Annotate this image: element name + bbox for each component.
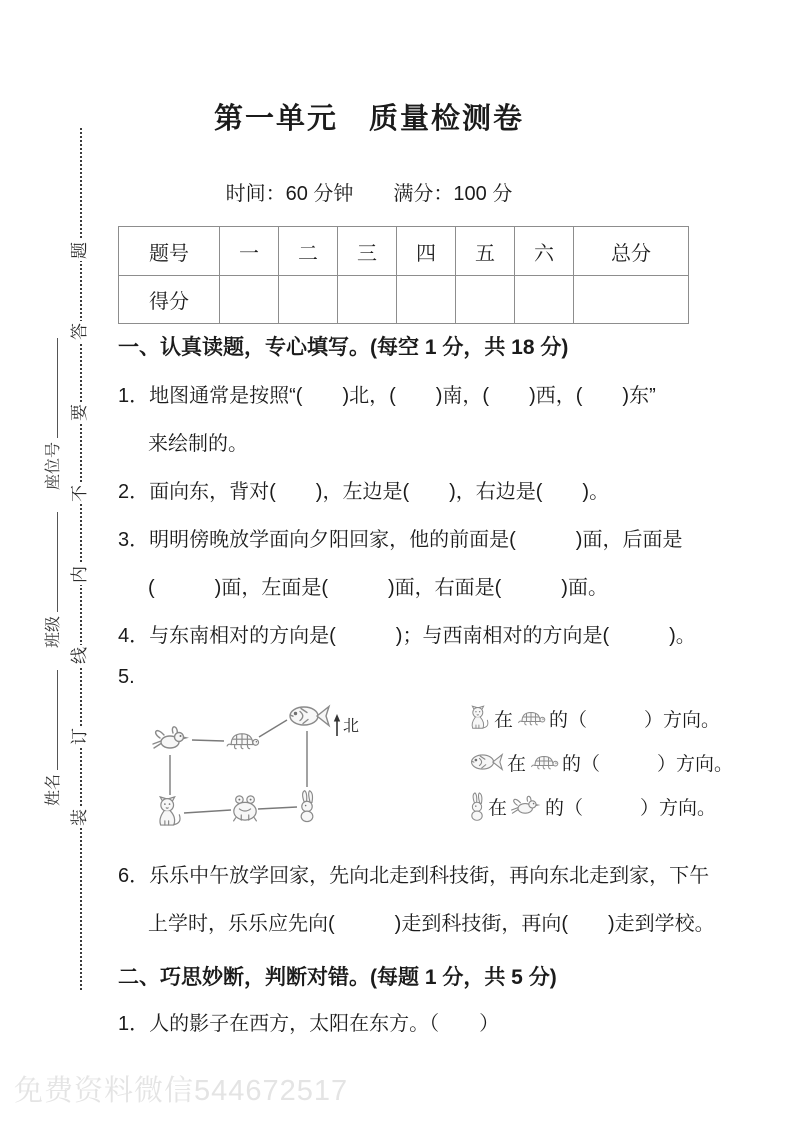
q5-statement-2	[466, 740, 733, 784]
score-header-cell: 四	[397, 227, 456, 276]
binding-text	[69, 210, 91, 858]
statement-text: 在	[507, 753, 527, 775]
question-2: 2．面向东，背对( )，左边是( )，右边是( )。	[118, 481, 610, 503]
question-6-line-2: 上学时，乐乐应先向( )走到科技街，再向( )走到学校。	[148, 913, 715, 935]
class-label: 班级	[45, 615, 62, 648]
question-3-line-1: 3．明明傍晚放学面向夕阳回家，他的前面是( )面，后面是	[118, 529, 683, 551]
score-cell	[338, 276, 397, 324]
question-5-body	[118, 694, 746, 842]
name-label: 姓名	[45, 773, 62, 806]
frog-icon	[234, 796, 257, 821]
turtle-icon	[516, 709, 546, 728]
binding-char: 答	[70, 323, 89, 340]
score-row-label: 得分	[119, 276, 220, 324]
statement-text: 的（ ）方向。	[562, 753, 734, 775]
name-blank-line	[40, 670, 58, 770]
seat-blank-line	[40, 338, 58, 438]
fish-icon	[290, 707, 329, 726]
rabbit-icon	[469, 792, 485, 821]
score-header-cell: 总分	[574, 227, 689, 276]
section-2-question-1: 1．人的影子在西方，太阳在东方。（ ）	[118, 1013, 500, 1035]
statement-text: 在	[488, 797, 508, 819]
question-6-line-1: 6．乐乐中午放学回家，先向北走到科技街，再向东北走到家，下午	[118, 865, 710, 887]
fish-icon	[469, 751, 504, 773]
binding-char: 题	[70, 242, 89, 259]
binding-char: 不	[70, 485, 89, 502]
section-1-heading: 一、认真读题，专心填写。(每空 1 分，共 18 分)	[118, 336, 569, 359]
score-cell	[574, 276, 689, 324]
score-header-cell: 一	[220, 227, 279, 276]
bird-icon	[153, 727, 189, 748]
question-1-line-1: 1．地图通常是按照“( )北，( )南，( )西，( )东”	[118, 385, 656, 407]
header-block	[118, 96, 680, 206]
watermark-text: 免费资料微信544672517	[14, 1075, 349, 1107]
turtle-icon	[529, 753, 559, 772]
binding-char: 内	[70, 566, 89, 583]
q5-statement-1	[466, 696, 733, 740]
direction-map-diagram	[144, 694, 384, 842]
score-cell	[220, 276, 279, 324]
question-1	[118, 372, 746, 468]
score-table-value-row	[119, 276, 689, 324]
binding-char: 要	[70, 404, 89, 421]
question-3	[118, 516, 746, 612]
score-header-cell: 题号	[119, 227, 220, 276]
north-arrow-icon	[334, 714, 340, 736]
bird-icon	[510, 794, 542, 818]
statement-text: 的（ ）方向。	[545, 797, 717, 819]
question-5-statements	[466, 696, 733, 828]
turtle-icon	[227, 734, 258, 749]
page-title: 第一单元 质量检测卷	[213, 103, 524, 135]
q5-statement-3	[466, 784, 733, 828]
question-5-number: 5.	[118, 666, 135, 688]
rabbit-icon	[301, 791, 313, 822]
exam-subtitle: 时间：60 分钟 满分：100 分	[225, 183, 513, 205]
score-header-cell: 三	[338, 227, 397, 276]
seat-label: 座位号	[45, 441, 62, 490]
score-table-header-row	[119, 227, 689, 276]
cat-icon	[469, 705, 491, 731]
north-label: 北	[343, 718, 360, 735]
question-4: 4．与东南相对的方向是( )；与西南相对的方向是( )。	[118, 625, 696, 647]
edge-bird-turtle	[192, 740, 224, 741]
binding-char: 订	[70, 728, 89, 745]
section-2-heading: 二、巧思妙断，判断对错。(每题 1 分，共 5 分)	[118, 966, 557, 989]
score-cell	[397, 276, 456, 324]
score-header-cell: 五	[456, 227, 515, 276]
statement-text: 在	[494, 709, 514, 731]
class-blank-line	[40, 512, 58, 612]
question-3-line-2: ( )面，左面是( )面，右面是( )面。	[148, 577, 608, 599]
cat-icon	[160, 797, 180, 825]
question-1-line-2: 来绘制的。	[148, 433, 248, 455]
student-info-fields	[40, 338, 64, 806]
score-header-cell: 二	[279, 227, 338, 276]
edge-frog-rabbit	[258, 807, 297, 809]
score-table	[118, 226, 689, 324]
question-6	[118, 852, 746, 948]
score-cell	[279, 276, 338, 324]
binding-char: 线	[70, 647, 89, 664]
edge-cat-frog	[184, 810, 231, 813]
score-cell	[515, 276, 574, 324]
statement-text: 的（ ）方向。	[549, 709, 721, 731]
edge-turtle-fish	[259, 720, 287, 737]
main-content	[118, 0, 746, 1048]
score-header-cell: 六	[515, 227, 574, 276]
binding-char: 装	[70, 809, 89, 826]
score-cell	[456, 276, 515, 324]
